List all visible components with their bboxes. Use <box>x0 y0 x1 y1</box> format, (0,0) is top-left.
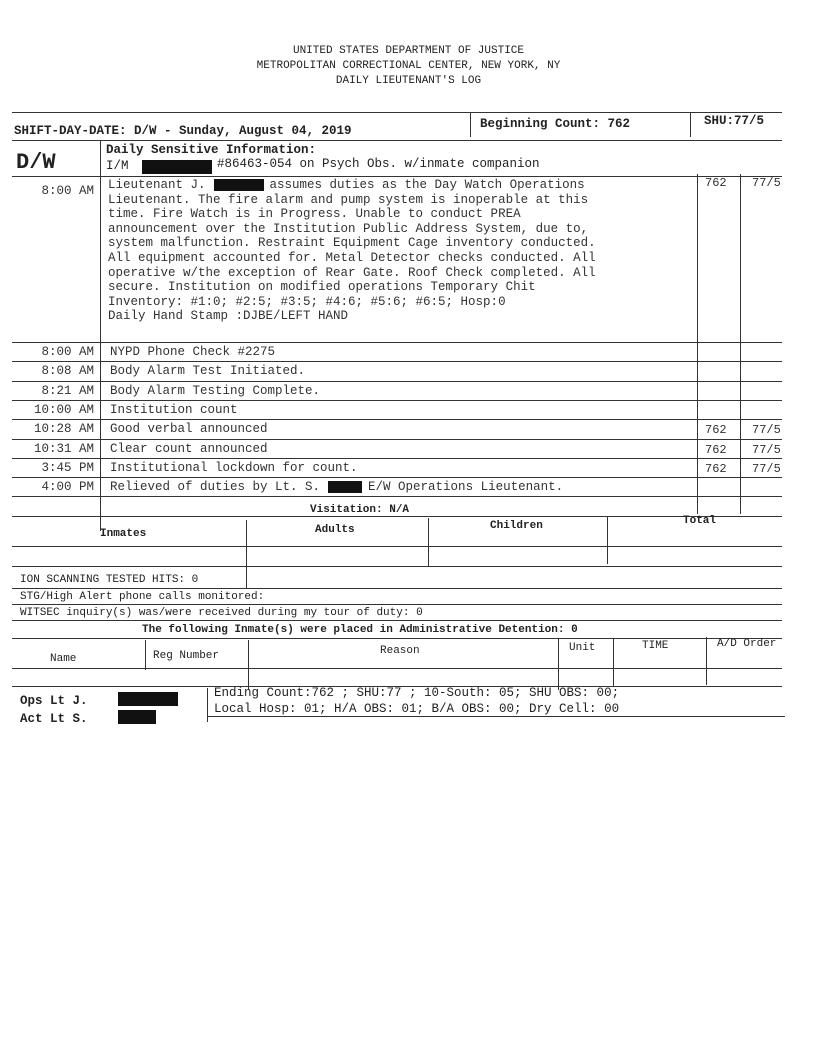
entry-line: announcement over the Institution Public Address System, due to, <box>108 221 589 236</box>
ad-col-reg: Reg Number <box>153 650 220 662</box>
shift-code: D/W <box>16 150 56 175</box>
entry-time: 8:08 AM <box>41 364 94 379</box>
acting-lieutenant: Act Lt S. <box>20 712 88 726</box>
entry-shu: 77/5 <box>752 461 781 476</box>
facility-title: METROPOLITAN CORRECTIONAL CENTER, NEW YORK, NY <box>256 60 561 72</box>
redaction-block <box>118 710 156 724</box>
rule <box>12 588 782 589</box>
redaction-block <box>142 160 212 174</box>
entry-count: 762 <box>705 461 727 476</box>
rule <box>12 620 782 621</box>
ion-scanning: ION SCANNING TESTED HITS: 0 <box>20 574 199 586</box>
witsec-inquiry: WITSEC inquiry(s) was/were received during my tour of duty: 0 <box>20 607 423 619</box>
rule <box>12 342 782 343</box>
admin-detention-title: The following Inmate(s) were placed in Administrative Detention: 0 <box>142 624 578 636</box>
entry-line: All equipment accounted for. Metal Detector checks conducted. All <box>108 250 596 265</box>
entry-time: 10:00 AM <box>33 402 94 417</box>
visitation-title: Visitation: N/A <box>310 504 410 516</box>
entry-text: Institutional lockdown for count. <box>110 460 358 475</box>
entry-count: 762 <box>705 423 727 438</box>
entry-time: 4:00 PM <box>41 480 94 495</box>
department-title: UNITED STATES DEPARTMENT OF JUSTICE <box>292 45 525 57</box>
rule <box>12 496 782 497</box>
visitation-inmates: Inmates <box>100 528 147 540</box>
rule <box>12 458 782 459</box>
visitation-children: Children <box>490 520 543 532</box>
entry-line: Daily Hand Stamp :DJBE/LEFT HAND <box>108 309 349 324</box>
shift-day-date: SHIFT-DAY-DATE: D/W - Sunday, August 04, 2019 <box>14 124 352 138</box>
entry-line: time. Fire Watch is in Progress. Unable to conduct PREA <box>108 207 521 222</box>
entry-text: Good verbal announced <box>110 422 268 437</box>
entry-text: NYPD Phone Check #2275 <box>110 345 276 359</box>
entry-time: 10:28 AM <box>33 422 94 437</box>
entry-text: Clear count announced <box>110 441 268 456</box>
rule <box>145 640 146 670</box>
rule <box>12 400 782 401</box>
entry-line: secure. Institution on modified operations Temporary Chit <box>108 280 536 295</box>
entry-shu: 77/5 <box>752 442 781 457</box>
rule <box>12 112 782 113</box>
rule <box>740 174 741 514</box>
rule <box>248 640 249 690</box>
log-title: DAILY LIEUTENANT'S LOG <box>335 75 482 87</box>
ad-col-name: Name <box>50 653 77 665</box>
rule <box>246 520 247 588</box>
entry-shu: 77/5 <box>752 423 781 438</box>
sensitive-prefix: I/M <box>106 159 129 173</box>
ad-col-unit: Unit <box>569 642 596 654</box>
beginning-count: Beginning Count: 762 <box>480 117 631 131</box>
first-entry-text <box>108 178 698 324</box>
rule <box>12 566 782 567</box>
entry-time: 10:31 AM <box>33 441 94 456</box>
entry-line: Lieutenant J. assumes duties as the Day Watch Operations <box>108 178 585 192</box>
visitation-total: Total <box>683 515 717 527</box>
ops-lieutenant: Ops Lt J. <box>20 694 88 708</box>
entry-line: system malfunction. Restraint Equipment Cage inventory conducted. <box>108 236 596 251</box>
stg-calls: STG/High Alert phone calls monitored: <box>20 591 265 603</box>
entry-line: Inventory: #1:0; #2:5; #3:5; #4:6; #5:6; #6:5; Hosp:0 <box>108 294 506 309</box>
visitation-adults: Adults <box>315 524 355 536</box>
rule <box>12 176 782 177</box>
rule <box>690 113 691 137</box>
rule <box>100 141 101 531</box>
ad-col-reason: Reason <box>380 645 420 657</box>
shu-count: SHU:77/5 <box>704 114 765 128</box>
ad-col-time: TIME <box>642 640 669 652</box>
entry-shu: 77/5 <box>752 176 781 190</box>
entry-text: Body Alarm Test Initiated. <box>110 364 306 379</box>
entry-text: Body Alarm Testing Complete. <box>110 383 321 398</box>
redaction-block <box>118 692 178 706</box>
rule <box>428 518 429 566</box>
entry-time: 8:00 AM <box>41 184 94 198</box>
entry-time: 3:45 PM <box>41 460 94 475</box>
ending-census: Local Hosp: 01; H/A OBS: 01; B/A OBS: 00; Dry Cell: 00 <box>214 702 620 716</box>
entry-line: Lieutenant. The fire alarm and pump system is inoperable at this <box>108 192 589 207</box>
entry-time: 8:21 AM <box>41 383 94 398</box>
rule <box>12 516 782 517</box>
rule <box>12 439 782 440</box>
rule <box>12 361 782 362</box>
entry-count: 762 <box>705 176 727 190</box>
sensitive-detail: #86463-054 on Psych Obs. w/inmate companion <box>217 157 540 171</box>
rule <box>706 637 707 685</box>
ad-col-order: A/D Order <box>717 638 777 650</box>
entry-time: 8:00 AM <box>41 345 94 359</box>
rule <box>470 113 471 137</box>
rule <box>12 668 782 669</box>
redaction-block <box>214 179 264 191</box>
rule <box>613 638 614 686</box>
rule <box>12 381 782 382</box>
rule <box>12 604 782 605</box>
rule <box>12 638 782 639</box>
rule <box>558 638 559 690</box>
entry-count: 762 <box>705 442 727 457</box>
redaction-block <box>328 481 362 493</box>
entry-text: Relieved of duties by Lt. S. E/W Operations Lieutenant. <box>110 480 564 495</box>
ending-count: Ending Count:762 ; SHU:77 ; 10-South: 05; SHU OBS: 00; <box>214 686 620 700</box>
rule <box>12 477 782 478</box>
rule <box>12 546 782 547</box>
sensitive-title: Daily Sensitive Information: <box>106 143 317 157</box>
entry-line: operative w/the exception of Rear Gate. Roof Check completed. All <box>108 265 596 280</box>
entry-text: Institution count <box>110 402 238 417</box>
rule <box>12 140 782 141</box>
rule <box>207 716 785 717</box>
rule <box>607 516 608 564</box>
rule <box>12 419 782 420</box>
